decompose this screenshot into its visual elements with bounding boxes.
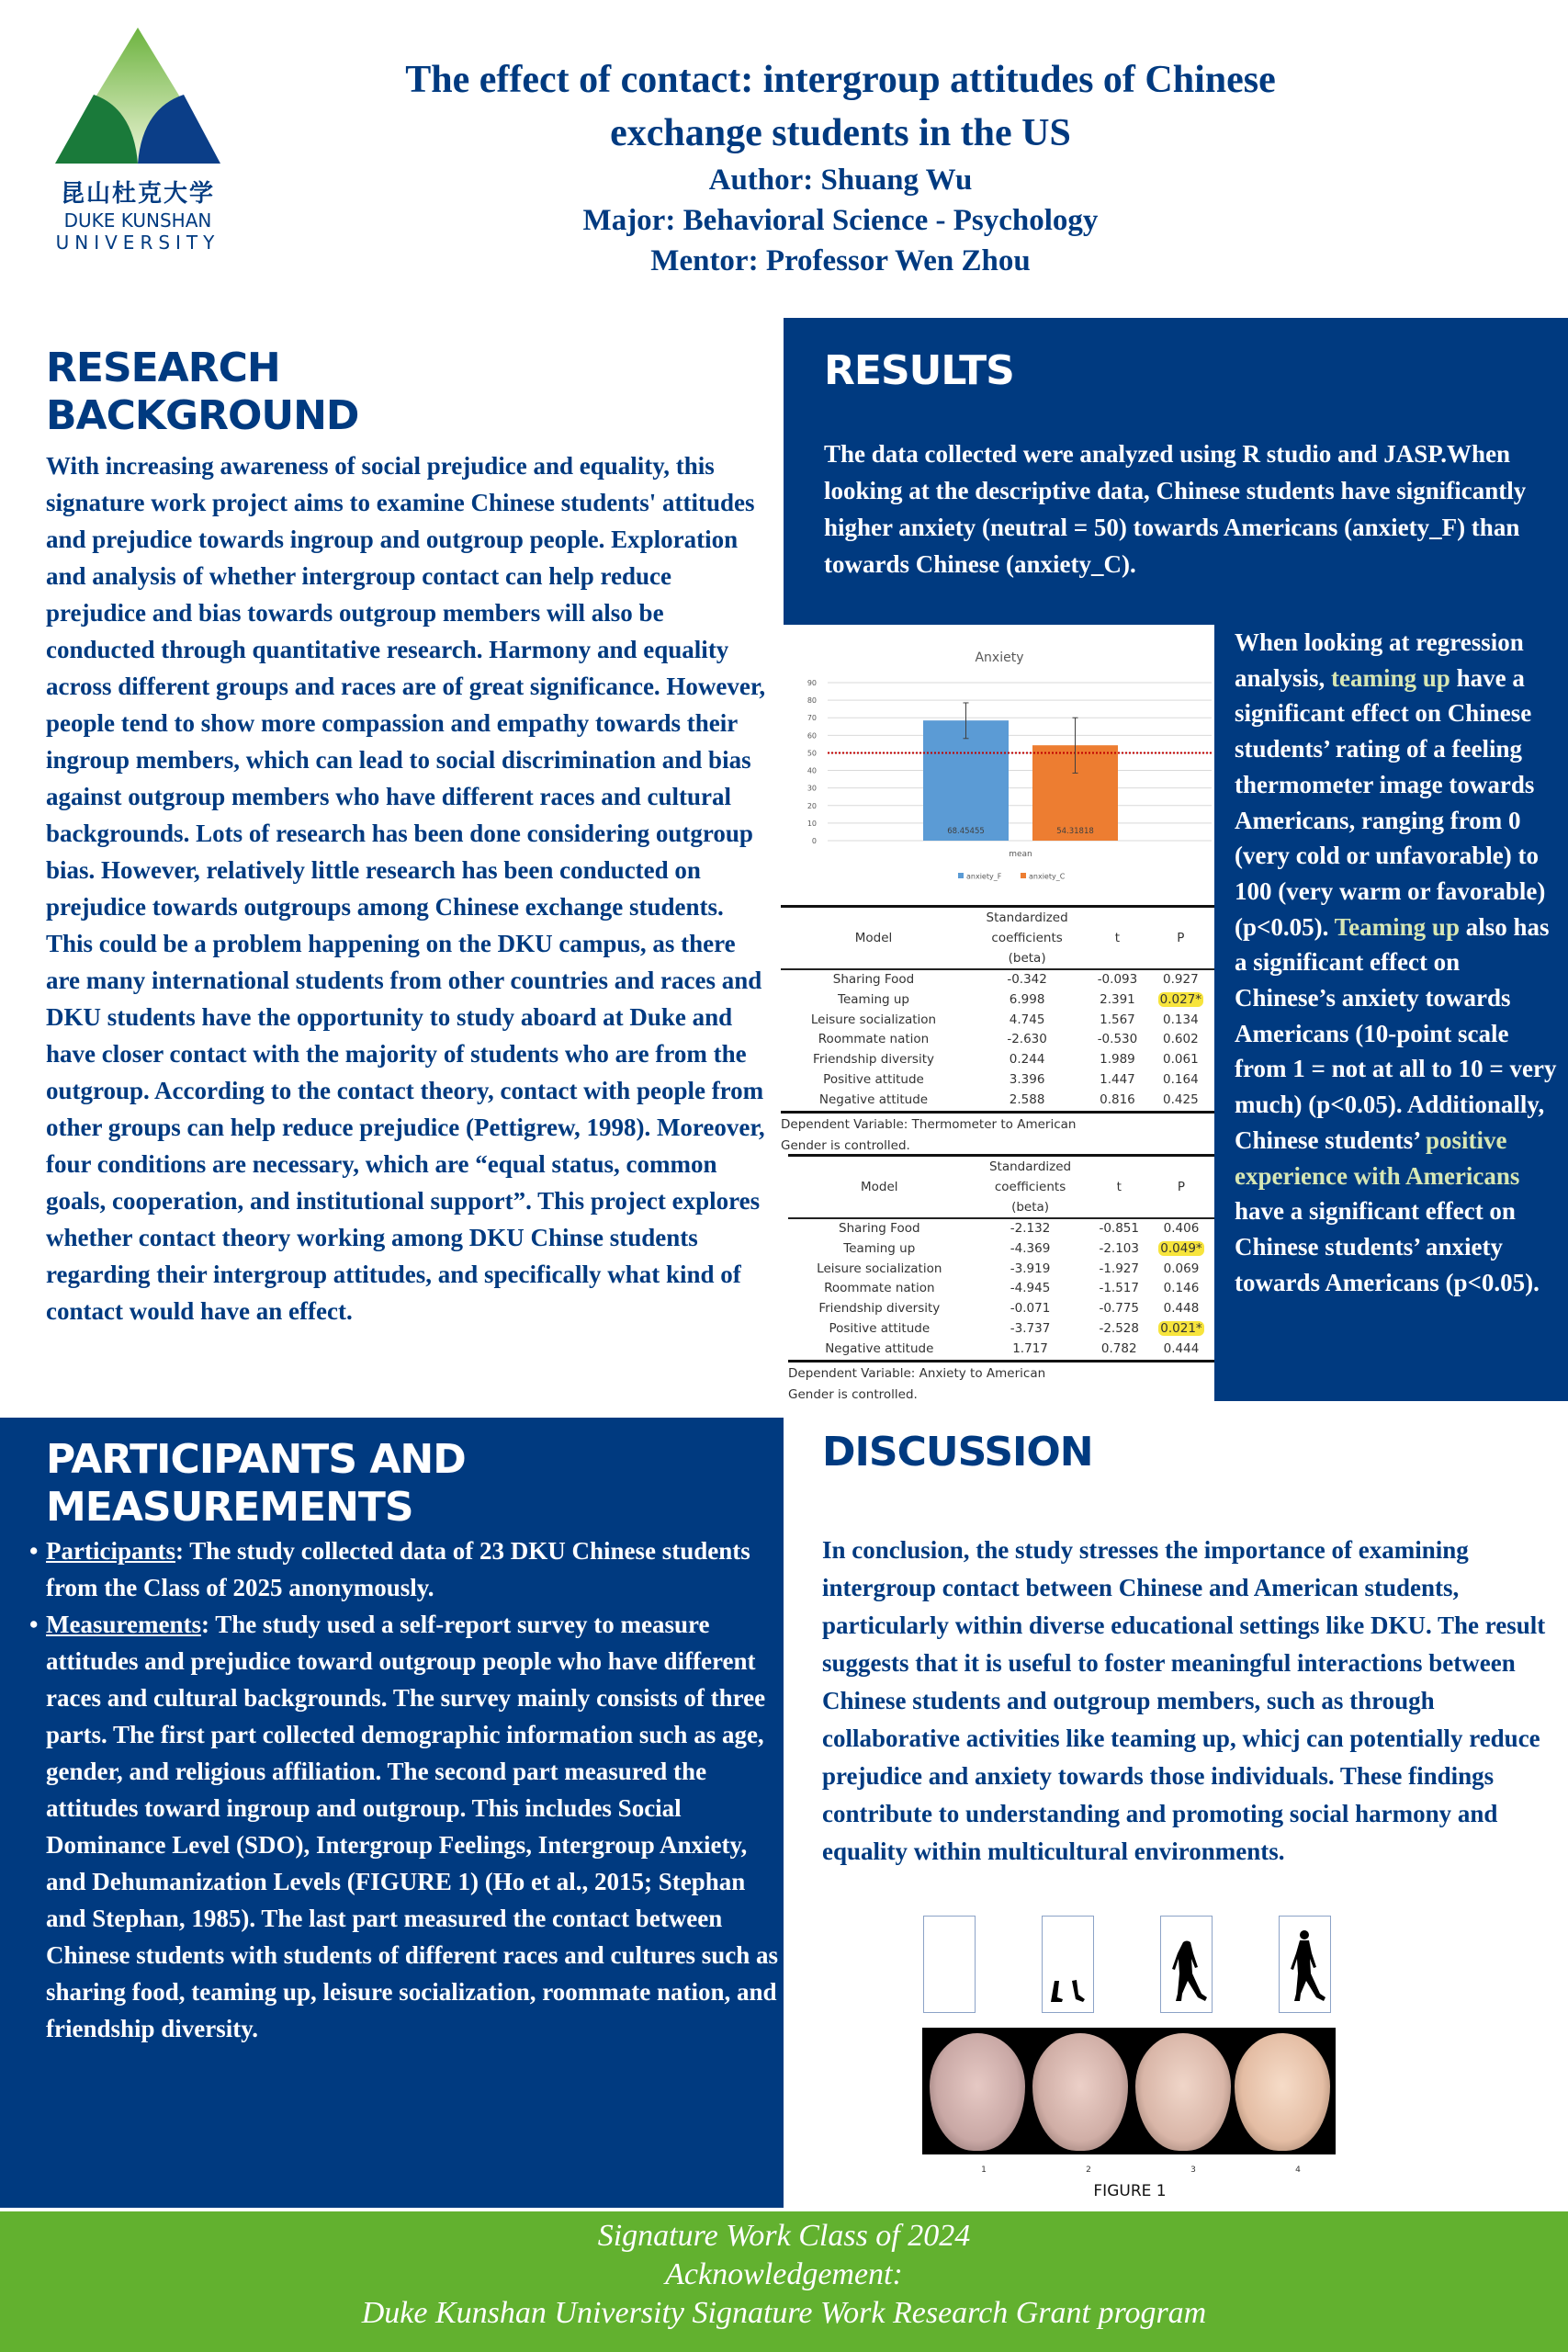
cell-model bbox=[781, 1091, 966, 1112]
cell-t bbox=[1090, 1299, 1148, 1319]
cell-p bbox=[1148, 1260, 1214, 1280]
table-row bbox=[781, 990, 1214, 1011]
cell-text: 0.244 bbox=[1009, 1052, 1045, 1068]
results-regression-summary bbox=[1214, 625, 1568, 1401]
cell-text: 2.588 bbox=[1009, 1091, 1045, 1107]
text-span: have a significant effect on Chinese students’ rating of a feeling thermometer image towards Americans, ranging from 0 (very cold or unfavorable) to 100 (very warm or favorable) (p<0.05). bbox=[1235, 663, 1546, 941]
header-text: (beta) bbox=[1011, 1200, 1050, 1215]
y-tick-label: 90 bbox=[807, 679, 817, 687]
header-text: Standardized bbox=[988, 1159, 1072, 1174]
dehumanization-figure bbox=[919, 1916, 1341, 2210]
cell-text: Leisure socialization bbox=[810, 1012, 937, 1027]
table-row bbox=[781, 1011, 1214, 1031]
col-header-p: P bbox=[1148, 1156, 1214, 1219]
table-row bbox=[781, 1091, 1214, 1112]
cell-text: -2.528 bbox=[1099, 1320, 1139, 1336]
major-line: Major: Behavioral Science - Psychology bbox=[582, 204, 1099, 237]
heading-line: BACKGROUND bbox=[46, 392, 359, 439]
cell-text: Negative attitude bbox=[818, 1091, 929, 1107]
list-item-measurements bbox=[46, 1606, 781, 2047]
chart-legend bbox=[958, 873, 1066, 881]
cell-text: 0.782 bbox=[1100, 1340, 1137, 1356]
results-intro: The data collected were analyzed using R studio and JASP.When looking at the descriptive data, Chinese students have significantly higher anxiety (neutral = 50) towards Americans (anxiety_F) than towards Chinese (anxiety_C). bbox=[824, 440, 1527, 578]
cell-text: 3.396 bbox=[1009, 1071, 1045, 1087]
table-row bbox=[781, 1070, 1214, 1091]
table-row bbox=[788, 1239, 1214, 1260]
y-tick-label: 20 bbox=[807, 801, 817, 810]
cell-p bbox=[1147, 1091, 1214, 1112]
y-tick-label: 80 bbox=[807, 696, 817, 706]
table-body bbox=[781, 969, 1214, 1112]
footer-acknowledgement-label: Acknowledgement: bbox=[665, 2257, 903, 2291]
data-label-anxiety_F: 68.45455 bbox=[947, 827, 985, 836]
legend-swatch-anxiety_F bbox=[958, 873, 964, 878]
cell-p bbox=[1148, 1319, 1214, 1340]
highlight-teaming-up-2: Teaming up bbox=[1334, 912, 1460, 941]
cell-text: 6.998 bbox=[1009, 991, 1045, 1007]
cell-text: -0.071 bbox=[1010, 1301, 1051, 1317]
cell-text: -3.919 bbox=[1010, 1261, 1051, 1276]
regression-table-thermometer bbox=[781, 905, 1214, 1156]
cell-text: 0.927 bbox=[1163, 972, 1199, 987]
table-row bbox=[781, 1030, 1214, 1050]
heading-line: MEASUREMENTS bbox=[46, 1484, 413, 1531]
cell-text: 1.989 bbox=[1100, 1052, 1135, 1068]
discussion-heading: DISCUSSION bbox=[822, 1429, 1093, 1476]
cell-t bbox=[1090, 1260, 1148, 1280]
cell-p bbox=[1148, 1239, 1214, 1260]
table-row bbox=[788, 1260, 1214, 1280]
table-row bbox=[788, 1319, 1214, 1340]
y-tick-label: 0 bbox=[811, 837, 817, 845]
cell-text: 0.061 bbox=[1163, 1052, 1199, 1068]
significant-p-value: 0.027* bbox=[1159, 991, 1202, 1007]
cell-beta bbox=[971, 1279, 1090, 1299]
cell-text: 0.425 bbox=[1163, 1091, 1199, 1107]
table-row bbox=[788, 1299, 1214, 1319]
cell-model bbox=[788, 1279, 971, 1299]
chart-gridlines bbox=[828, 683, 1212, 841]
cell-text: 1.447 bbox=[1100, 1071, 1135, 1087]
cell-text: 0.164 bbox=[1163, 1071, 1199, 1087]
col-header-t: t bbox=[1088, 907, 1147, 970]
cell-beta bbox=[971, 1340, 1090, 1361]
silhouette-panel-1 bbox=[923, 1916, 976, 2013]
cell-p bbox=[1148, 1218, 1214, 1239]
cell-text: 0.444 bbox=[1163, 1340, 1200, 1356]
significant-p-value: 0.021* bbox=[1160, 1320, 1202, 1336]
discussion-section bbox=[822, 1429, 1557, 1871]
chart-data-labels bbox=[947, 827, 1094, 836]
results-heading: RESULTS bbox=[824, 347, 1014, 394]
table-row bbox=[788, 1279, 1214, 1299]
cell-beta bbox=[966, 990, 1088, 1011]
cell-text: -0.093 bbox=[1097, 972, 1138, 987]
cell-p bbox=[1147, 990, 1214, 1011]
cell-t bbox=[1088, 1011, 1147, 1031]
cell-text: -1.927 bbox=[1099, 1261, 1139, 1276]
chart-title: Anxiety bbox=[975, 650, 1024, 665]
regression-table-anxiety bbox=[788, 1154, 1214, 1405]
highlight-teaming-up: teaming up bbox=[1331, 663, 1450, 692]
face-image-2 bbox=[1032, 2033, 1128, 2151]
cell-text: 0.602 bbox=[1163, 1032, 1199, 1047]
silhouette-panel-4 bbox=[1279, 1916, 1331, 2013]
cell-text: Positive attitude bbox=[829, 1320, 931, 1336]
cell-t bbox=[1088, 1091, 1147, 1112]
cell-text: 0.816 bbox=[1100, 1091, 1135, 1107]
logo-chinese-name: 昆山杜克大学 bbox=[60, 180, 215, 208]
cell-t bbox=[1088, 1070, 1147, 1091]
col-header-model: Model bbox=[788, 1156, 971, 1219]
cell-p bbox=[1147, 969, 1214, 990]
cell-model bbox=[788, 1260, 971, 1280]
cell-beta bbox=[966, 1011, 1088, 1031]
cell-model bbox=[788, 1319, 971, 1340]
footer-class-line: Signature Work Class of 2024 bbox=[597, 2219, 971, 2253]
table-row bbox=[781, 969, 1214, 990]
regression-summary-text bbox=[1235, 625, 1565, 1300]
col-header-beta bbox=[971, 1156, 1090, 1219]
legend-label-anxiety_F: anxiety_F bbox=[966, 872, 1002, 881]
cell-model bbox=[781, 1050, 966, 1070]
y-tick-label: 30 bbox=[807, 784, 817, 793]
chart-y-ticks bbox=[807, 679, 817, 845]
cell-beta bbox=[966, 1091, 1088, 1112]
poster-header bbox=[303, 53, 1378, 281]
cell-text: -4.945 bbox=[1010, 1281, 1051, 1296]
header-text: Standardized bbox=[986, 910, 1068, 925]
table-row bbox=[781, 1050, 1214, 1070]
cell-beta bbox=[971, 1260, 1090, 1280]
cell-text: Sharing Food bbox=[832, 972, 915, 987]
mountain-logo-icon bbox=[46, 26, 230, 173]
y-tick-label: 70 bbox=[807, 714, 817, 723]
cell-beta bbox=[966, 1030, 1088, 1050]
cell-t bbox=[1088, 990, 1147, 1011]
cell-text: Teaming up bbox=[838, 991, 909, 1007]
face-image-3 bbox=[1135, 2033, 1231, 2151]
col-header-beta bbox=[966, 907, 1088, 970]
item-label: Measurements bbox=[46, 1611, 201, 1638]
author-line: Author: Shuang Wu bbox=[708, 164, 973, 197]
cell-text: -0.851 bbox=[1099, 1221, 1139, 1236]
y-tick-label: 10 bbox=[807, 819, 817, 828]
cell-model bbox=[781, 1070, 966, 1091]
text-span: have a significant effect on Chinese students’ anxiety towards Americans (p<0.05). bbox=[1235, 1197, 1540, 1296]
cell-text: -2.132 bbox=[1010, 1221, 1051, 1236]
cell-text: -3.737 bbox=[1010, 1320, 1051, 1336]
significant-p-value: 0.049* bbox=[1160, 1240, 1202, 1256]
discussion-body: In conclusion, the study stresses the importance of examining intergroup contact between Chinese and American students, particularly within diverse educational settings like DKU. The result suggests that it is useful to foster meaningful interactions between Chinese students and outgroup members, such as through collaborative activities like teaming up, whicj can potentially reduce prejudice and anxiety towards those individuals. These findings contribute to understanding and promoting social harmony and equality within multicultural environments. bbox=[822, 1536, 1546, 1865]
silhouette-panel-3 bbox=[1160, 1916, 1213, 2013]
participants-section bbox=[0, 1418, 784, 2208]
cell-beta bbox=[971, 1218, 1090, 1239]
cell-p bbox=[1148, 1279, 1214, 1299]
cell-text: Negative attitude bbox=[825, 1340, 934, 1356]
text-span: When looking at regression analysis, bbox=[1235, 628, 1524, 692]
table-row bbox=[788, 1218, 1214, 1239]
anxiety-chart bbox=[784, 625, 1214, 900]
chart-x-category-label: mean bbox=[1009, 850, 1032, 859]
heading-line: PARTICIPANTS AND bbox=[46, 1436, 466, 1483]
participants-list bbox=[28, 1532, 781, 2047]
logo-english-name-line1: DUKE KUNSHAN bbox=[63, 209, 212, 232]
cell-text: -0.775 bbox=[1099, 1301, 1139, 1317]
cell-t bbox=[1090, 1340, 1148, 1361]
logo-english-name-line2: UNIVERSITY bbox=[55, 232, 220, 254]
table-note-control: Gender is controlled. bbox=[781, 1137, 910, 1153]
cell-beta bbox=[966, 1070, 1088, 1091]
cell-t bbox=[1090, 1239, 1148, 1260]
human-silhouette-icon bbox=[1280, 1917, 1329, 2011]
item-text: : The study collected data of 23 DKU Chinese students from the Class of 2025 anonymously. bbox=[46, 1537, 750, 1601]
cell-text: 0.069 bbox=[1163, 1261, 1200, 1276]
cell-beta bbox=[971, 1239, 1090, 1260]
research-background-body: With increasing awareness of social prejudice and equality, this signature work project aims to examine Chinese students' attitudes and prejudice towards ingroup and outgroup people. Exploration and analysis of whether intergroup contact can help reduce prejudice and bias towards outgroup members will also be conducted through quantitative research. Harmony and equality across different groups and races are of great significance. However, people tend to show more compassion and empathy towards their ingroup members, which can lead to social discrimination and bias against outgroup members who have different races and cultural backgrounds. Lots of research has been done considering outgroup bias. However, relatively little research has been conducted on prejudice towards outgroups among Chinese exchange students. This could be a problem happening on the DKU campus, as there are many international students from other countries and races and DKU students have the opportunity to study aboard at Duke and have closer contact with the majority of students who are from the outgroup. According to the contact theory, contact with people from other groups can help reduce prejudice (Pettigrew, 1998). Moreover, four conditions are necessary, which are “equal status, common goals, cooperation, and institutional support”. This project explores whether contact theory working among DKU Chinse students regarding their intergroup attitudes, and specifically what kind of contact would have an effect. bbox=[46, 452, 766, 1325]
footer-acknowledgement-text: Duke Kunshan University Signature Work Research Grant program bbox=[361, 2296, 1207, 2330]
list-item-participants bbox=[46, 1532, 781, 1606]
legend-label-anxiety_C: anxiety_C bbox=[1029, 872, 1066, 881]
header-text: coefficients bbox=[991, 931, 1063, 945]
y-tick-label: 50 bbox=[807, 749, 817, 758]
text-span: also has a significant effect on Chinese’s anxiety towards Americans (10-point scale from 1 = not at all to 10 = very much) (p<0.05). Additionally, Chinese students’ bbox=[1235, 912, 1557, 1154]
cell-text: 1.717 bbox=[1012, 1340, 1048, 1356]
cell-text: Positive attitude bbox=[823, 1071, 924, 1087]
table-note-control: Gender is controlled. bbox=[788, 1386, 918, 1402]
face-image-4 bbox=[1235, 2033, 1330, 2151]
cell-text: 0.134 bbox=[1163, 1012, 1199, 1027]
col-header-model: Model bbox=[781, 907, 966, 970]
cell-text: -4.369 bbox=[1010, 1240, 1051, 1256]
cell-text: 0.406 bbox=[1163, 1221, 1200, 1236]
chart-bars bbox=[923, 720, 1118, 841]
cell-text: 0.448 bbox=[1163, 1301, 1200, 1317]
cell-model bbox=[788, 1239, 971, 1260]
university-logo bbox=[46, 26, 230, 255]
col-header-p: P bbox=[1147, 907, 1214, 970]
research-background-heading bbox=[46, 345, 772, 440]
header-text: (beta) bbox=[1008, 951, 1046, 966]
cell-text: Teaming up bbox=[843, 1240, 916, 1256]
data-label-anxiety_C: 54.31818 bbox=[1056, 827, 1094, 836]
poster-title-line2: exchange students in the US bbox=[610, 112, 1071, 154]
mentor-line: Mentor: Professor Wen Zhou bbox=[650, 244, 1031, 277]
faces-image-strip bbox=[922, 2028, 1336, 2154]
cell-model bbox=[781, 1011, 966, 1031]
figure-number-2: 2 bbox=[1086, 2165, 1091, 2175]
cell-p bbox=[1147, 1070, 1214, 1091]
cell-beta bbox=[971, 1319, 1090, 1340]
cell-text: -0.530 bbox=[1097, 1032, 1138, 1047]
cell-text: -1.517 bbox=[1099, 1281, 1139, 1296]
research-background-section bbox=[46, 345, 772, 1329]
cell-beta bbox=[966, 1050, 1088, 1070]
cell-text: -2.103 bbox=[1099, 1240, 1139, 1256]
cell-text: 1.567 bbox=[1100, 1012, 1135, 1027]
cell-t bbox=[1090, 1279, 1148, 1299]
cell-text: 0.146 bbox=[1163, 1281, 1200, 1296]
cell-t bbox=[1088, 1030, 1147, 1050]
silhouette-panel-2 bbox=[1042, 1916, 1094, 2013]
cell-t bbox=[1088, 969, 1147, 990]
cell-model bbox=[781, 969, 966, 990]
cell-text: Leisure socialization bbox=[817, 1261, 942, 1276]
cell-t bbox=[1090, 1218, 1148, 1239]
legend-swatch-anxiety_C bbox=[1021, 873, 1026, 878]
cell-text: Roommate nation bbox=[824, 1281, 935, 1296]
participants-heading bbox=[46, 1436, 466, 1532]
poster-title-line1: The effect of contact: intergroup attitudes of Chinese bbox=[405, 59, 1276, 101]
table-row bbox=[788, 1340, 1214, 1361]
cell-model bbox=[788, 1299, 971, 1319]
highlight-positive-experience: positive experience with Americans bbox=[1235, 1125, 1520, 1190]
cell-text: 4.745 bbox=[1009, 1012, 1045, 1027]
cell-p bbox=[1147, 1030, 1214, 1050]
item-text: : The study used a self-report survey to measure attitudes and prejudice toward outgroup people who have different races and cultural backgrounds. The survey mainly consists of three parts. The first part collected demographic information such as age, gender, and religious affiliation. The second part measured the attitudes toward ingroup and outgroup. This includes Social Dominance Level (SDO), Intergroup Feelings, Intergroup Anxiety, and Dehumanization Levels (FIGURE 1) (Ho et al., 2015; Stephan and Stephan, 1985). The last part measured the contact between Chinese students with students of different races and cultures such as sharing food, teaming up, leisure socialization, roommate nation, and friendship diversity. bbox=[46, 1611, 779, 2042]
table-note-dependent-variable: Dependent Variable: Thermometer to American bbox=[781, 1116, 1077, 1132]
y-tick-label: 60 bbox=[807, 731, 817, 741]
cell-model bbox=[788, 1340, 971, 1361]
partial-human-silhouette-icon bbox=[1161, 1917, 1211, 2011]
cell-beta bbox=[971, 1299, 1090, 1319]
cell-p bbox=[1147, 1050, 1214, 1070]
cell-text: 2.391 bbox=[1100, 991, 1135, 1007]
figure-number-4: 4 bbox=[1295, 2165, 1301, 2175]
face-image-1 bbox=[930, 2033, 1025, 2151]
table-note-dependent-variable: Dependent Variable: Anxiety to American bbox=[788, 1365, 1046, 1381]
cell-model bbox=[788, 1218, 971, 1239]
y-tick-label: 40 bbox=[807, 766, 817, 775]
legs-silhouette-icon bbox=[1043, 1917, 1092, 2011]
cell-text: Friendship diversity bbox=[818, 1301, 941, 1317]
heading-line: RESEARCH bbox=[46, 345, 280, 391]
table-body bbox=[788, 1218, 1214, 1361]
cell-model bbox=[781, 990, 966, 1011]
figure-number-3: 3 bbox=[1190, 2165, 1196, 2175]
cell-text: -2.630 bbox=[1007, 1032, 1047, 1047]
figure-caption: FIGURE 1 bbox=[1093, 2182, 1167, 2200]
col-header-t: t bbox=[1090, 1156, 1148, 1219]
item-label: Participants bbox=[46, 1537, 175, 1565]
results-section bbox=[784, 318, 1568, 625]
cell-t bbox=[1088, 1050, 1147, 1070]
anxiety-bar-chart bbox=[784, 625, 1214, 900]
cell-text: Friendship diversity bbox=[813, 1052, 934, 1068]
cell-p bbox=[1148, 1340, 1214, 1361]
cell-text: -0.342 bbox=[1007, 972, 1047, 987]
cell-p bbox=[1148, 1299, 1214, 1319]
cell-t bbox=[1090, 1319, 1148, 1340]
cell-text: Roommate nation bbox=[818, 1032, 930, 1047]
cell-p bbox=[1147, 1011, 1214, 1031]
figure-number-1: 1 bbox=[981, 2165, 987, 2175]
cell-beta bbox=[966, 969, 1088, 990]
cell-text: Sharing Food bbox=[839, 1221, 920, 1236]
header-text: coefficients bbox=[994, 1180, 1066, 1194]
cell-model bbox=[781, 1030, 966, 1050]
poster-footer bbox=[0, 2211, 1568, 2352]
